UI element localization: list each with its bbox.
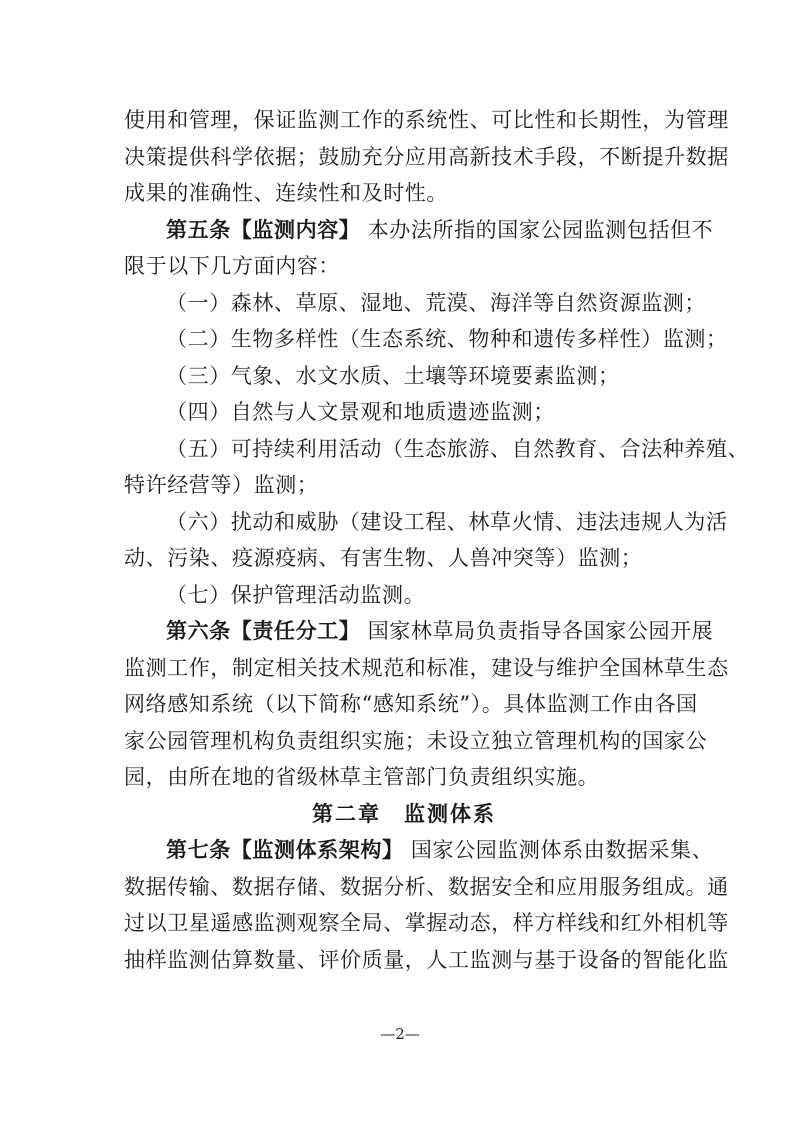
article-6-first-line bbox=[124, 613, 714, 650]
list-item: （二）生物多样性（生态系统、物种和遗传多样性）监测； bbox=[166, 327, 728, 351]
list-item: （四）自然与人文景观和地质遗迹监测； bbox=[166, 400, 555, 424]
paragraph-line: 决策提供科学依据；鼓励充分应用高新技术手段，不断提升数据 bbox=[124, 144, 729, 169]
article-7-title: 第七条【监测体系架构】 bbox=[166, 837, 404, 862]
list-item-continuation: 特许经营等）监测； bbox=[124, 473, 319, 497]
list-item: （七）保护管理活动监测。 bbox=[166, 582, 426, 607]
article-5-title: 第五条【监测内容】 bbox=[166, 216, 361, 242]
paragraph-line: 数据传输、数据存储、数据分析、数据安全和应用服务组成。通 bbox=[124, 874, 729, 899]
paragraph-line: 监测工作，制定相关技术规范和标准，建设与维护全国林草生态 bbox=[124, 655, 729, 680]
article-7-text: 国家公园监测体系由数据采集、 bbox=[410, 838, 714, 862]
article-7-first-line bbox=[124, 832, 714, 869]
paragraph-line: 网络感知系统（以下简称“感知系统”）。具体监测工作由各国 bbox=[124, 692, 698, 716]
article-5-first-line bbox=[124, 212, 714, 249]
article-6-title: 第六条【责任分工】 bbox=[166, 618, 361, 643]
list-item-continuation: 动、污染、疫源疫病、有害生物、人兽冲突等）监测； bbox=[124, 546, 643, 570]
article-5-text: 本办法所指的国家公园监测包括但不 bbox=[367, 217, 714, 242]
paragraph-line: 过以卫星遥感监测观察全局、掌握动态，样方样线和红外相机等 bbox=[124, 911, 729, 935]
chapter-heading: 第二章 监测体系 bbox=[312, 800, 496, 826]
article-6-text: 国家林草局负责指导各国家公园开展 bbox=[367, 619, 714, 643]
list-item: （五）可持续利用活动（生态旅游、自然教育、合法种养殖、 bbox=[166, 436, 750, 461]
paragraph-line: 限于以下几方面内容： bbox=[124, 254, 340, 278]
list-item: （一）森林、草原、湿地、荒漠、海洋等自然资源监测； bbox=[166, 290, 706, 315]
list-item: （三）气象、水文水质、土壤等环境要素监测； bbox=[166, 363, 620, 388]
paragraph-line: 成果的准确性、连续性和及时性。 bbox=[124, 181, 448, 205]
body-text bbox=[124, 102, 750, 978]
paragraph-line: 抽样监测估算数量、评价质量，人工监测与基于设备的智能化监 bbox=[124, 947, 729, 972]
page-number: —2— bbox=[380, 1025, 420, 1043]
paragraph-line: 家公园管理机构负责组织实施；未设立独立管理机构的国家公 bbox=[124, 728, 708, 753]
paragraph-line: 使用和管理，保证监测工作的系统性、可比性和长期性，为管理 bbox=[124, 108, 729, 132]
paragraph-line: 园，由所在地的省级林草主管部门负责组织实施。 bbox=[124, 765, 600, 789]
list-item: （六）扰动和威胁（建设工程、林草火情、违法违规人为活 bbox=[166, 509, 728, 534]
